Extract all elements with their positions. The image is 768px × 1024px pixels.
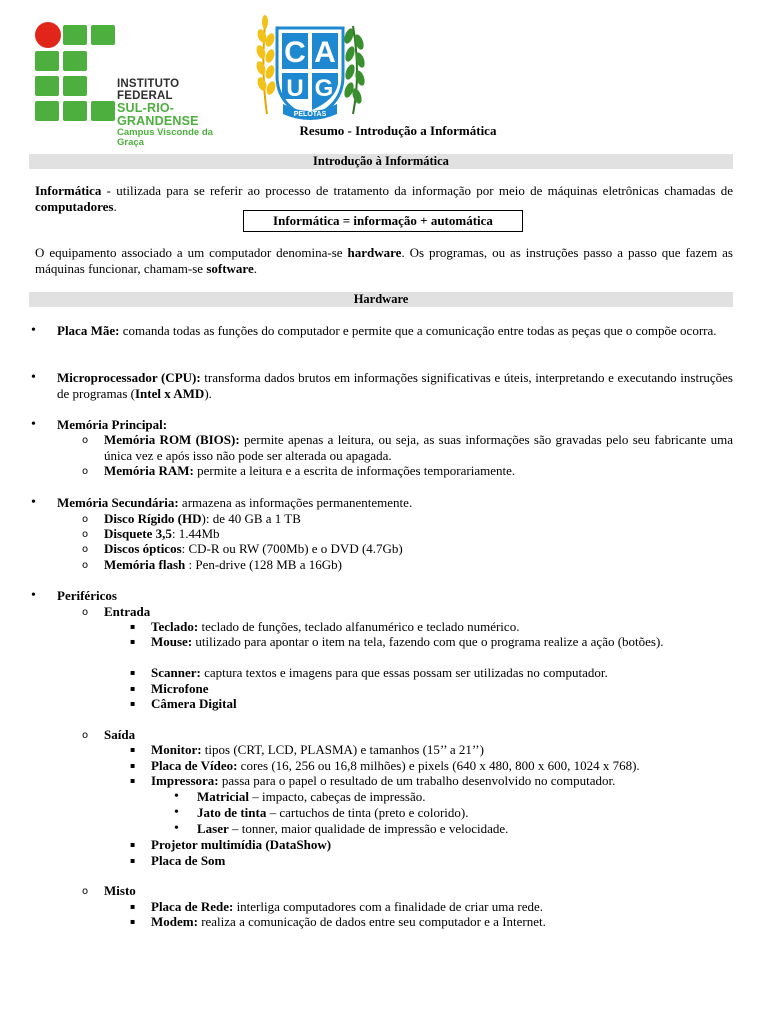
term-informatica: Informática: [35, 183, 102, 198]
square-marker: ▪: [130, 902, 136, 911]
list-item-misto: Misto: [104, 883, 136, 898]
list-item-memoria-ram: Memória RAM: permite a leitura e a escrita de informações temporariamente.: [104, 463, 516, 478]
square-marker: ▪: [130, 776, 136, 785]
list-item-discos-opticos: Discos ópticos: CD-R ou RW (700Mb) e o DVD (4.7Gb): [104, 541, 403, 556]
circle-marker: o: [82, 607, 89, 618]
list-item-memoria-secundaria: Memória Secundária: armazena as informações permanentemente.: [57, 495, 413, 510]
list-item-jato-tinta: Jato de tinta – cartuchos de tinta (preto e colorido).: [197, 805, 469, 820]
list-item-microfone: Microfone: [151, 681, 209, 696]
list-item-monitor: Monitor: tipos (CRT, LCD, PLASMA) e tamanhos (15’’ a 21’’): [151, 742, 484, 757]
if-logo-red-dot: [35, 22, 61, 48]
list-item-matricial: Matricial – impacto, cabeças de impressão.: [197, 789, 426, 804]
list-item-impressora: Impressora: passa para o papel o resultado de um trabalho desenvolvido no computador.: [151, 773, 616, 788]
circle-marker: o: [82, 514, 89, 525]
list-item-entrada: Entrada: [104, 604, 151, 619]
formula-box: Informática = informação + automática: [243, 210, 523, 232]
circle-marker: o: [82, 529, 89, 540]
list-item-placa-mae: Placa Mãe: comanda todas as funções do computador e permite que a comunicação entre todas as peças que o compõe ocorra.: [57, 323, 717, 338]
list-item-memoria-principal: Memória Principal:: [57, 417, 168, 432]
list-item-perifericos: Periféricos: [57, 588, 117, 603]
term-hardware: hardware: [347, 245, 402, 260]
list-item-memoria-flash: Memória flash : Pen-drive (128 MB a 16Gb): [104, 557, 342, 572]
bullet-marker: •: [174, 805, 179, 820]
intro-paragraph-2: O equipamento associado a um computador denomina-se hardware. Os programas, ou as instruções passo a passo que fazem as máquinas funcionar, chamam-se software.: [35, 245, 733, 276]
bullet-marker: •: [174, 789, 179, 804]
bullet-marker: •: [31, 323, 36, 338]
bullet-marker: •: [174, 821, 179, 836]
square-marker: ▪: [130, 622, 136, 631]
wheat-icon: [255, 15, 277, 114]
list-item-placa-video: Placa de Vídeo: cores (16, 256 ou 16,8 milhões) e pixels (640 x 480, 800 x 600, 1024 x 768).: [151, 758, 640, 773]
term-software: software: [206, 261, 254, 276]
bullet-marker: •: [31, 370, 36, 385]
list-item-teclado: Teclado: teclado de funções, teclado alfanumérico e teclado numérico.: [151, 619, 520, 634]
if-sul-rio-grandense-logo: [35, 22, 235, 149]
list-item-disco-rigido: Disco Rígido (HD): de 40 GB a 1 TB: [104, 511, 301, 526]
cau-letter-c: C: [284, 36, 306, 69]
bullet-marker: •: [31, 417, 36, 432]
cau-letter-a: A: [314, 36, 336, 69]
circle-marker: o: [82, 466, 89, 477]
square-marker: ▪: [130, 668, 136, 677]
section-bar-intro: Introdução à Informática: [29, 154, 733, 169]
institute-line3: Campus Visconde da Graça: [117, 127, 213, 149]
square-marker: ▪: [130, 637, 136, 646]
institute-line2: SUL-RIO-GRANDENSE: [117, 101, 199, 129]
square-marker: ▪: [130, 745, 136, 754]
list-item-projetor: Projetor multimídia (DataShow): [151, 837, 332, 852]
bullet-marker: •: [31, 495, 36, 510]
list-item-laser: Laser – tonner, maior qualidade de impressão e velocidade.: [197, 821, 509, 836]
circle-marker: o: [82, 560, 89, 571]
if-logo-grid-icon: [35, 22, 115, 126]
square-marker: ▪: [130, 840, 136, 849]
cau-crest-icon: [253, 14, 368, 126]
cau-pelotas-crest: [253, 14, 368, 126]
list-item-disquete: Disquete 3,5: 1.44Mb: [104, 526, 220, 541]
square-marker: ▪: [130, 699, 136, 708]
intro-paragraph-1: Informática - utilizada para se referir ao processo de tratamento da informação por meio de máquinas eletrônicas chamadas de computadores.: [35, 183, 733, 214]
square-marker: ▪: [130, 917, 136, 926]
list-item-modem: Modem: realiza a comunicação de dados entre seu computador e a Internet.: [151, 914, 546, 929]
laurel-icon: [343, 26, 367, 114]
list-item-placa-som: Placa de Som: [151, 853, 226, 868]
section-bar-hardware: Hardware: [29, 292, 733, 307]
cau-ribbon-text: PELOTAS: [293, 111, 327, 118]
square-marker: ▪: [130, 761, 136, 770]
circle-marker: o: [82, 435, 89, 446]
term-computadores: computadores: [35, 199, 114, 214]
list-item-camera-digital: Câmera Digital: [151, 696, 237, 711]
cau-letter-g: G: [314, 75, 334, 102]
circle-marker: o: [82, 886, 89, 897]
square-marker: ▪: [130, 856, 136, 865]
list-item-memoria-rom: Memória ROM (BIOS): permite apenas a leitura, ou seja, as suas informações são gravadas pelo seu fabricante uma única vez e após isso não pode ser alterada ou apagada.: [104, 432, 733, 463]
circle-marker: o: [82, 544, 89, 555]
document-title: Resumo - Introdução a Informática: [299, 123, 497, 138]
list-item-placa-rede: Placa de Rede: interliga computadores com a finalidade de criar uma rede.: [151, 899, 544, 914]
cau-letter-u: U: [286, 75, 304, 102]
list-item-mouse: Mouse: utilizado para apontar o item na tela, fazendo com que o programa realize a ação (botões).: [151, 634, 664, 649]
list-item-saida: Saída: [104, 727, 136, 742]
list-item-cpu: Microprocessador (CPU): transforma dados brutos em informações significativas e úteis, interpretando e executando instruções de programas (Intel x AMD).: [57, 370, 733, 401]
institute-line1: INSTITUTO FEDERAL: [117, 78, 180, 103]
square-marker: ▪: [130, 684, 136, 693]
circle-marker: o: [82, 730, 89, 741]
list-item-scanner: Scanner: captura textos e imagens para que essas possam ser utilizadas no computador.: [151, 665, 608, 680]
bullet-marker: •: [31, 588, 36, 603]
